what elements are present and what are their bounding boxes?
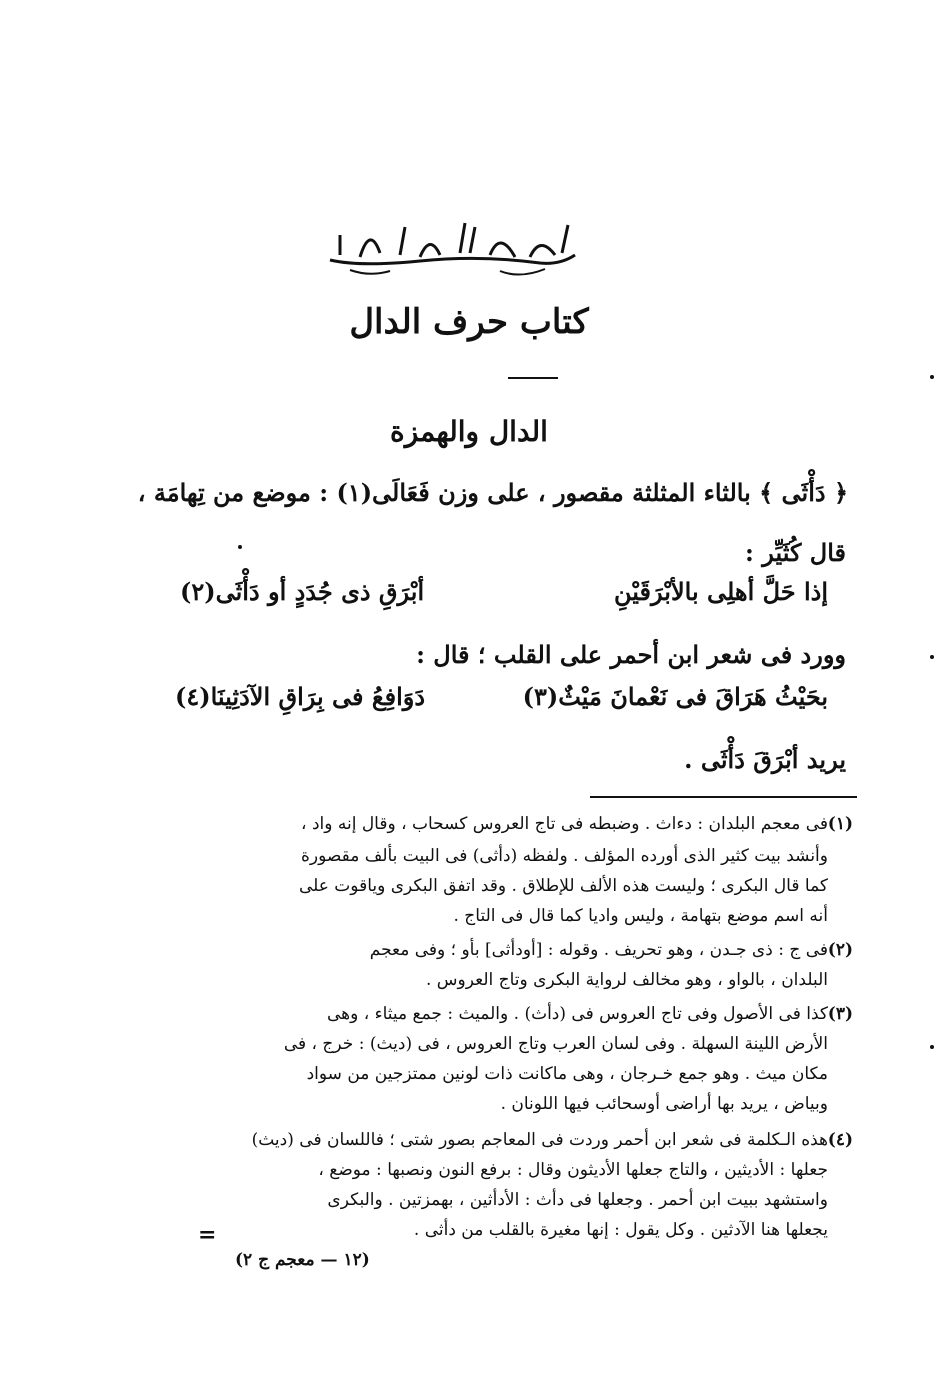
page-footer-signature: (١٢ — معجم ج ٢) <box>235 1250 370 1270</box>
footnote-line: كذا فى الأصول وفى تاج العروس فى (دأث) . والميث : جمع ميثاء ، وهى <box>326 1004 828 1024</box>
book-title: كتاب حرف الدال <box>349 302 589 342</box>
verse-1-first-hemistich: إذا حَلَّ أهلِى بالأبْرَقَيْنِ <box>614 577 828 606</box>
footnote-line: فى معجم البلدان : دءاث . وضبطه فى تاج العروس كسحاب ، وقال إنه واد ، <box>301 814 828 834</box>
scan-edge-mark <box>930 1045 934 1049</box>
verse-2-intro: وورد فى شعر ابن أحمر على القلب ؛ قال : <box>416 640 846 669</box>
basmala-calligraphy-icon <box>300 205 600 285</box>
footnote-line: جعلها : الأديثين ، والتاج جعلها الأديثون وقال : برفع النون ونصبها : موضع ، <box>318 1160 828 1180</box>
footnote-line: أنه اسم موضع بتهامة ، وليس واديا كما قال فى التاج . <box>453 906 828 926</box>
footnote-line: واستشهد ببيت ابن أحمر . وجعلها فى دأث : الأدأثين ، بهمزتين . والبكرى <box>327 1190 828 1210</box>
verse-2-first-hemistich: بحَيْثُ هَرَاقَ فى نَعْمانَ مَيْثٌ(٣) <box>522 682 828 711</box>
section-title: الدال والهمزة <box>390 415 548 448</box>
footnote-line: فى ج : ذى جـدن ، وهو تحريف . وقوله : [أودأثى] بأو ؛ وفى معجم <box>369 940 828 960</box>
entry-line-1: ﴿ دَأْثَى ﴾ بالثاء المثلثة مقصور ، على وزن فَعَالَى(١) : موضع من تِهامَة ، <box>137 478 848 507</box>
entry-closing: يريد أبْرَقَ دَأْثَى . <box>684 745 846 774</box>
footnote-line: يجعلها هنا الآدثين . وكل يقول : إنها مغيرة بالقلب من دأثى . <box>413 1220 828 1240</box>
entry-line-2: قال كُثَيِّر : <box>745 538 846 567</box>
scan-edge-mark <box>930 375 934 379</box>
footnote-line: الأرض اللينة السهلة . وفى لسان العرب وتاج العروس ، فى (ديث) : خرج ، فى <box>283 1034 828 1054</box>
footnote-number: (١) <box>827 814 853 834</box>
footnote-line: مكان ميث . وهو جمع خـرجان ، وهى ماكانت ذات لونين ممتزجين من سواد <box>306 1064 828 1084</box>
footnote-line: وأنشد بيت كثير الذى أورده المؤلف . ولفظه (دأثى) فى البيت بألف مقصورة <box>300 846 828 866</box>
footnote-line: كما قال البكرى ؛ وليست هذه الألف للإطلاق . وقد اتفق البكرى وياقوت على <box>298 876 828 896</box>
scan-edge-mark <box>930 655 934 659</box>
footnote-line: وبياض ، يريد بها أراضى أوسحائب فيها اللونان . <box>500 1094 828 1114</box>
footnote-number: (٣) <box>827 1004 853 1024</box>
verse-2-second-hemistich: دَوَافِعُ فى بِرَاقِ الآدَثِينَا(٤) <box>175 682 426 711</box>
footnote-line: البلدان ، بالواو ، وهو مخالف لرواية البكرى وتاج العروس . <box>426 970 828 990</box>
footnote-divider <box>590 796 857 798</box>
footnote-number: (٢) <box>827 940 853 960</box>
stray-mark <box>238 545 242 549</box>
verse-1-second-hemistich: أبْرَقِ ذى جُدَدٍ أو دَأْثَى(٢) <box>180 577 425 606</box>
footnote-line: هذه الـكلمة فى شعر ابن أحمر وردت فى المعاجم بصور شتى ؛ فاللسان فى (ديث) <box>251 1130 828 1150</box>
title-divider <box>508 377 558 379</box>
footnote-number: (٤) <box>827 1130 853 1150</box>
continuation-mark: = <box>198 1222 217 1248</box>
